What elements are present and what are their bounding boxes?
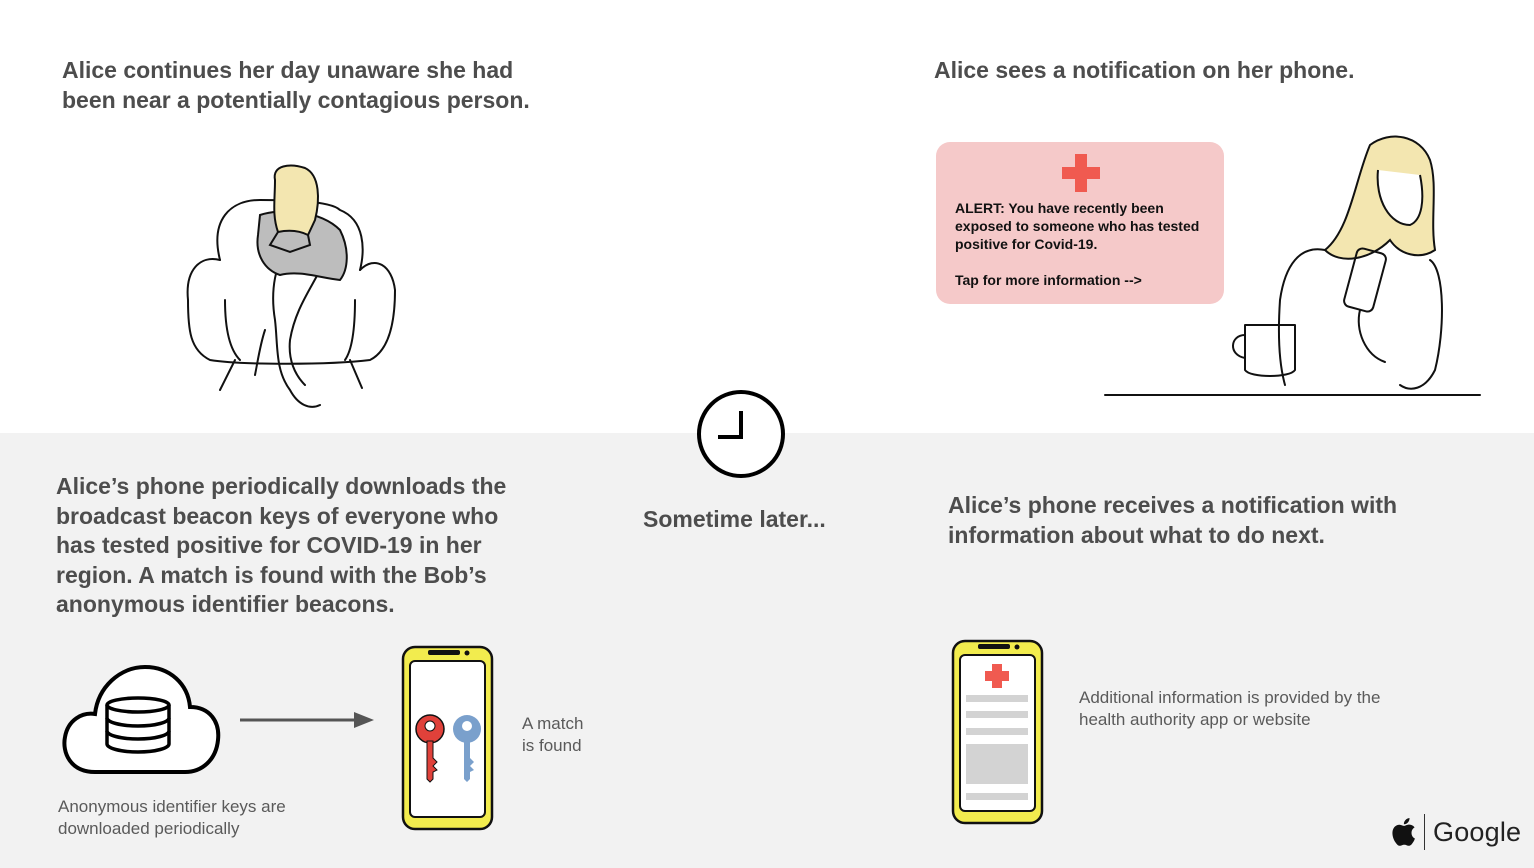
- cloud-database-icon: [60, 662, 225, 777]
- phone-info-screen-icon: [950, 638, 1045, 826]
- bottom-left-caption: Alice’s phone periodically downloads the broadcast beacon keys of everyone who has tested positive for COVID-19 in her region. A match is found with the Bob’s anonymous identifier beacons.: [56, 473, 507, 617]
- bottom-right-caption: Alice’s phone receives a notification with information about what to do next.: [948, 492, 1398, 548]
- branding: [1390, 814, 1521, 850]
- sometime-later-label: Sometime later...: [643, 506, 826, 532]
- brand-divider: [1424, 814, 1425, 850]
- google-wordmark: Google: [1433, 816, 1522, 847]
- alert-message: ALERT: You have recently been exposed to someone who has tested positive for Covid-19.: [955, 200, 1200, 252]
- top-right-caption: Alice sees a notification on her phone.: [934, 57, 1355, 83]
- cloud-caption: Anonymous identifier keys are downloaded periodically: [58, 797, 286, 838]
- alice-sitting-illustration: [180, 160, 410, 415]
- top-left-caption: Alice continues her day unaware she had been near a potentially contagious person.: [62, 57, 530, 113]
- clock-icon: [696, 389, 786, 479]
- match-caption: A match is found: [522, 714, 584, 755]
- download-arrow-icon: [238, 708, 378, 732]
- alert-more-info-link[interactable]: Tap for more information -->: [955, 272, 1142, 288]
- apple-logo-icon: [1390, 816, 1416, 848]
- alice-with-phone-illustration: [1100, 130, 1490, 405]
- medical-cross-icon: [1062, 154, 1100, 192]
- info-caption: Additional information is provided by the health authority app or website: [1079, 688, 1381, 729]
- phone-with-keys-icon: [400, 644, 495, 832]
